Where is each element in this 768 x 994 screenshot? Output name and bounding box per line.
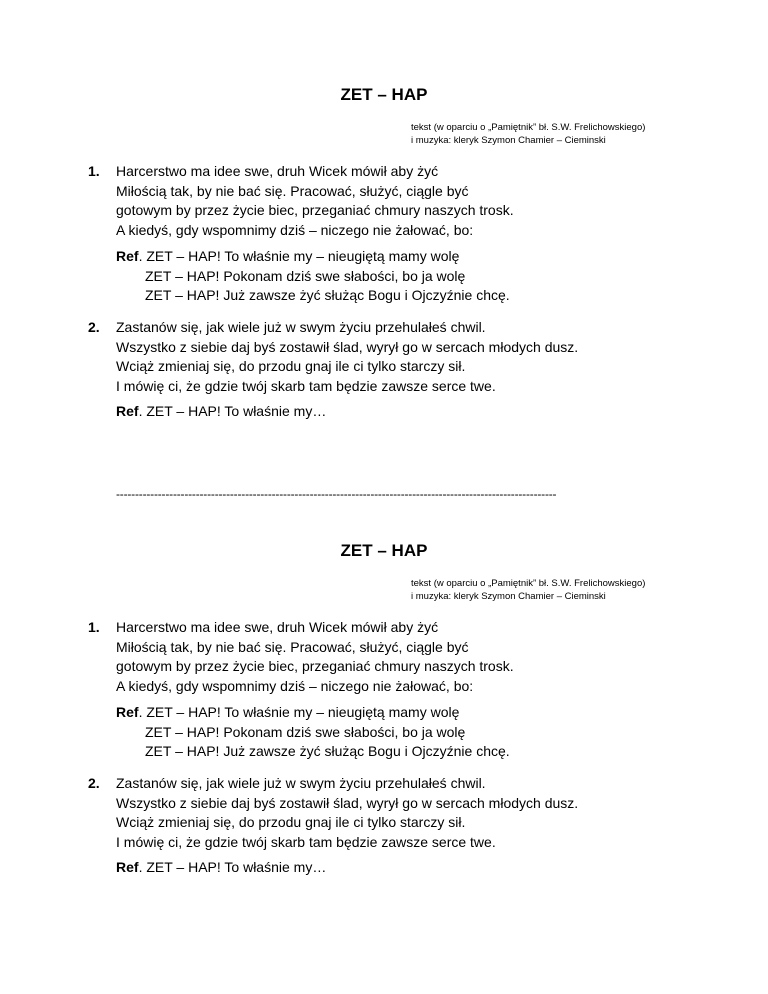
verse-line: Zastanów się, jak wiele już w swym życiu przehulałeś chwil. [116, 319, 486, 335]
song-credits [411, 121, 645, 147]
verse-line: Miłością tak, by nie bać się. Pracować, służyć, ciągle być [116, 182, 469, 199]
refrain-label: Ref [116, 704, 139, 720]
verse-lines [116, 318, 578, 396]
refrain-full [116, 703, 510, 762]
song-title: ZET – HAP [340, 541, 428, 560]
refrain-label: Ref [116, 248, 139, 264]
verse-line: A kiedyś, gdy wspomnimy dziś – niczego nie żałować, bo: [116, 677, 474, 694]
verse-number: 2. [88, 775, 100, 791]
verse-line: Wszystko z siebie daj byś zostawił ślad, wyrył go w sercach młodych dusz. [116, 338, 579, 355]
refrain-line: ZET – HAP! Pokonam dziś swe słabości, bo ja wolę [145, 723, 466, 740]
verse-line: Wszystko z siebie daj byś zostawił ślad, wyrył go w sercach młodych dusz. [116, 794, 579, 811]
verse-line: Harcerstwo ma idee swe, druh Wicek mówił aby żyć [116, 163, 439, 179]
song-title: ZET – HAP [340, 85, 428, 104]
verse-line: A kiedyś, gdy wspomnimy dziś – niczego nie żałować, bo: [116, 221, 474, 238]
verse-line: Wciąż zmieniaj się, do przodu gnaj ile ci tylko starczy sił. [116, 814, 466, 830]
verse-lines [116, 162, 514, 240]
cut-line-separator: -------------------------------------------------------------------------------------------------------------------- [116, 487, 557, 501]
verse-number: 1. [88, 619, 100, 635]
verse-line: I mówię ci, że gdzie twój skarb tam będzie zawsze serce twe. [116, 377, 496, 394]
refrain-short [116, 402, 326, 422]
refrain-full [116, 247, 510, 306]
refrain-label: Ref [116, 859, 139, 875]
refrain-line: ZET – HAP! Już zawsze żyć służąc Bogu i Ojczyźnie chcę. [145, 287, 510, 303]
song-credits [411, 577, 645, 603]
refrain-line [116, 247, 510, 267]
verse-lines [116, 774, 578, 852]
verse-number: 1. [88, 163, 100, 179]
verse-number: 2. [88, 319, 100, 335]
verse-line: I mówię ci, że gdzie twój skarb tam będzie zawsze serce twe. [116, 833, 496, 850]
credits-text-line: tekst (w oparciu o „Pamiętnik” bł. S.W. Frelichowskiego) [411, 122, 646, 133]
verse-line: gotowym by przez życie biec, przeganiać chmury naszych trosk. [116, 658, 514, 674]
refrain-line-text: . ZET – HAP! To właśnie my – nieugiętą mamy wolę [138, 248, 460, 264]
refrain-label: Ref [116, 403, 139, 419]
credits-music-line: i muzyka: kleryk Szymon Chamier – Cieminski [411, 591, 606, 602]
refrain-line [116, 703, 510, 723]
refrain-line-text: . ZET – HAP! To właśnie my – nieugiętą mamy wolę [138, 704, 460, 720]
verse-lines [116, 618, 514, 696]
credits-music-line: i muzyka: kleryk Szymon Chamier – Cieminski [411, 135, 606, 146]
refrain-short [116, 858, 326, 878]
credits-text-line: tekst (w oparciu o „Pamiętnik” bł. S.W. Frelichowskiego) [411, 578, 646, 589]
refrain-short-text: . ZET – HAP! To właśnie my… [138, 403, 327, 419]
refrain-line: ZET – HAP! Pokonam dziś swe słabości, bo ja wolę [145, 267, 466, 284]
verse-line: Miłością tak, by nie bać się. Pracować, służyć, ciągle być [116, 638, 469, 655]
refrain-line: ZET – HAP! Już zawsze żyć służąc Bogu i Ojczyźnie chcę. [145, 743, 510, 759]
verse-line: Zastanów się, jak wiele już w swym życiu przehulałeś chwil. [116, 775, 486, 791]
verse-line: Harcerstwo ma idee swe, druh Wicek mówił aby żyć [116, 619, 439, 635]
verse-line: gotowym by przez życie biec, przeganiać chmury naszych trosk. [116, 202, 514, 218]
verse-line: Wciąż zmieniaj się, do przodu gnaj ile ci tylko starczy sił. [116, 358, 466, 374]
refrain-short-text: . ZET – HAP! To właśnie my… [138, 859, 327, 875]
